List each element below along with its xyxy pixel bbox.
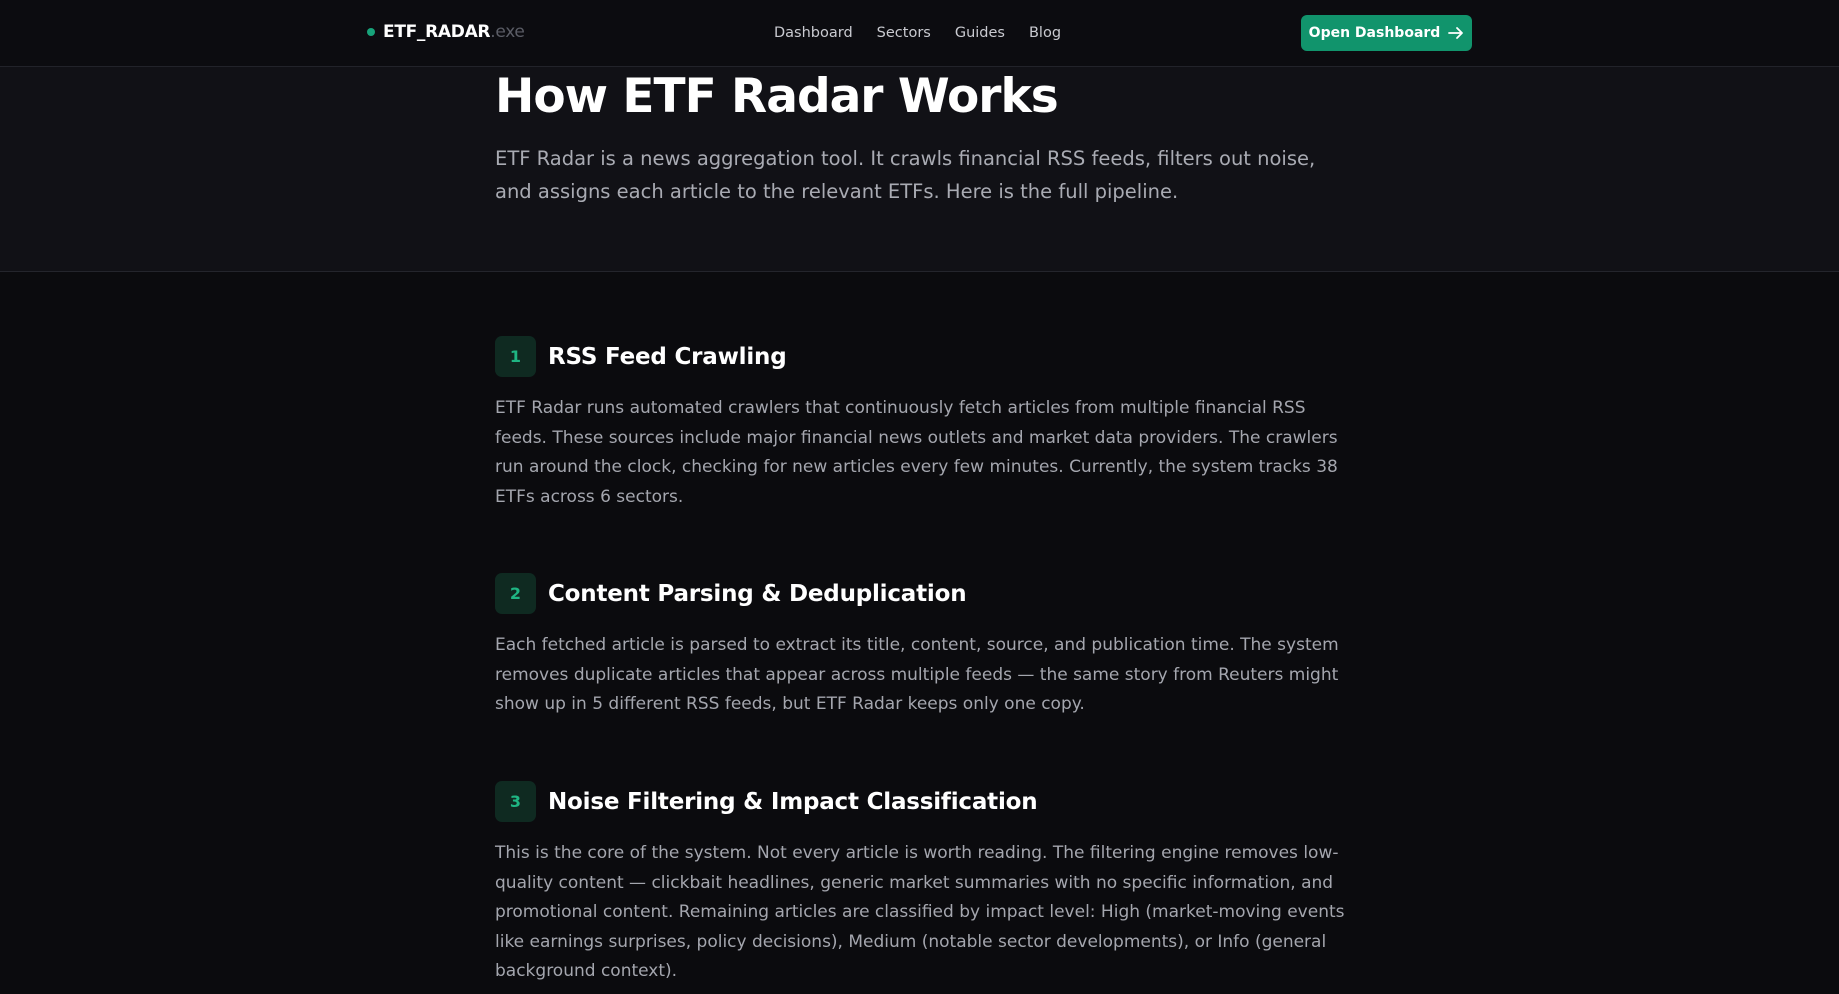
page-title: How ETF Radar Works — [495, 69, 1058, 124]
status-dot-icon — [367, 28, 375, 36]
hero-section — [0, 67, 1839, 272]
nav-link-blog[interactable]: Blog — [1028, 25, 1062, 41]
arrow-right-icon — [1448, 26, 1464, 40]
top-navbar — [0, 0, 1839, 67]
page-subtitle: ETF Radar is a news aggregation tool. It crawls financial RSS feeds, filters out noise, and assigns each article to the relevant ETFs. Here is the full pipeline. — [495, 147, 1316, 203]
step-header — [495, 781, 1345, 822]
step-title: Content Parsing & Deduplication — [548, 580, 967, 607]
step-title: RSS Feed Crawling — [548, 343, 787, 370]
open-dashboard-button[interactable] — [1301, 15, 1472, 51]
brand-logo[interactable] — [367, 22, 525, 42]
step-number-badge: 2 — [495, 573, 536, 614]
step-title: Noise Filtering & Impact Classification — [548, 788, 1038, 815]
brand-extension: .exe — [490, 22, 525, 42]
step-description: Each fetched article is parsed to extract its title, content, source, and publication time. The system removes duplicate articles that appear across multiple feeds — the same story from Reuters might show up in 5 different RSS feeds, but ETF Radar keeps only one copy. — [495, 635, 1339, 715]
pipeline-step-1 — [495, 336, 1345, 512]
step-number-badge: 1 — [495, 336, 536, 377]
step-description: This is the core of the system. Not every article is worth reading. The filtering engine removes low-quality content — clickbait headlines, generic market summaries with no specific information, and promotional content. Remaining articles are classified by impact level: High (market-moving events like earnings surprises, policy decisions), Medium (notable sector developments), or Info (general background context). — [495, 843, 1345, 982]
step-header — [495, 573, 1345, 614]
main-nav — [774, 25, 1061, 41]
nav-link-guides[interactable]: Guides — [954, 25, 1005, 41]
open-dashboard-label: Open Dashboard — [1308, 25, 1441, 41]
step-number-badge: 3 — [495, 781, 536, 822]
nav-link-dashboard[interactable]: Dashboard — [774, 25, 853, 41]
nav-link-sectors[interactable]: Sectors — [876, 25, 931, 41]
pipeline-step-2 — [495, 573, 1345, 720]
step-description: ETF Radar runs automated crawlers that continuously fetch articles from multiple financial RSS feeds. These sources include major financial news outlets and market data providers. The crawlers run around the clock, checking for new articles every few minutes. Currently, the system tracks 38 ETFs across 6 sectors. — [495, 398, 1338, 507]
brand-name: ETF_RADAR — [383, 22, 491, 42]
pipeline-step-3 — [495, 781, 1345, 987]
step-header — [495, 336, 1345, 377]
